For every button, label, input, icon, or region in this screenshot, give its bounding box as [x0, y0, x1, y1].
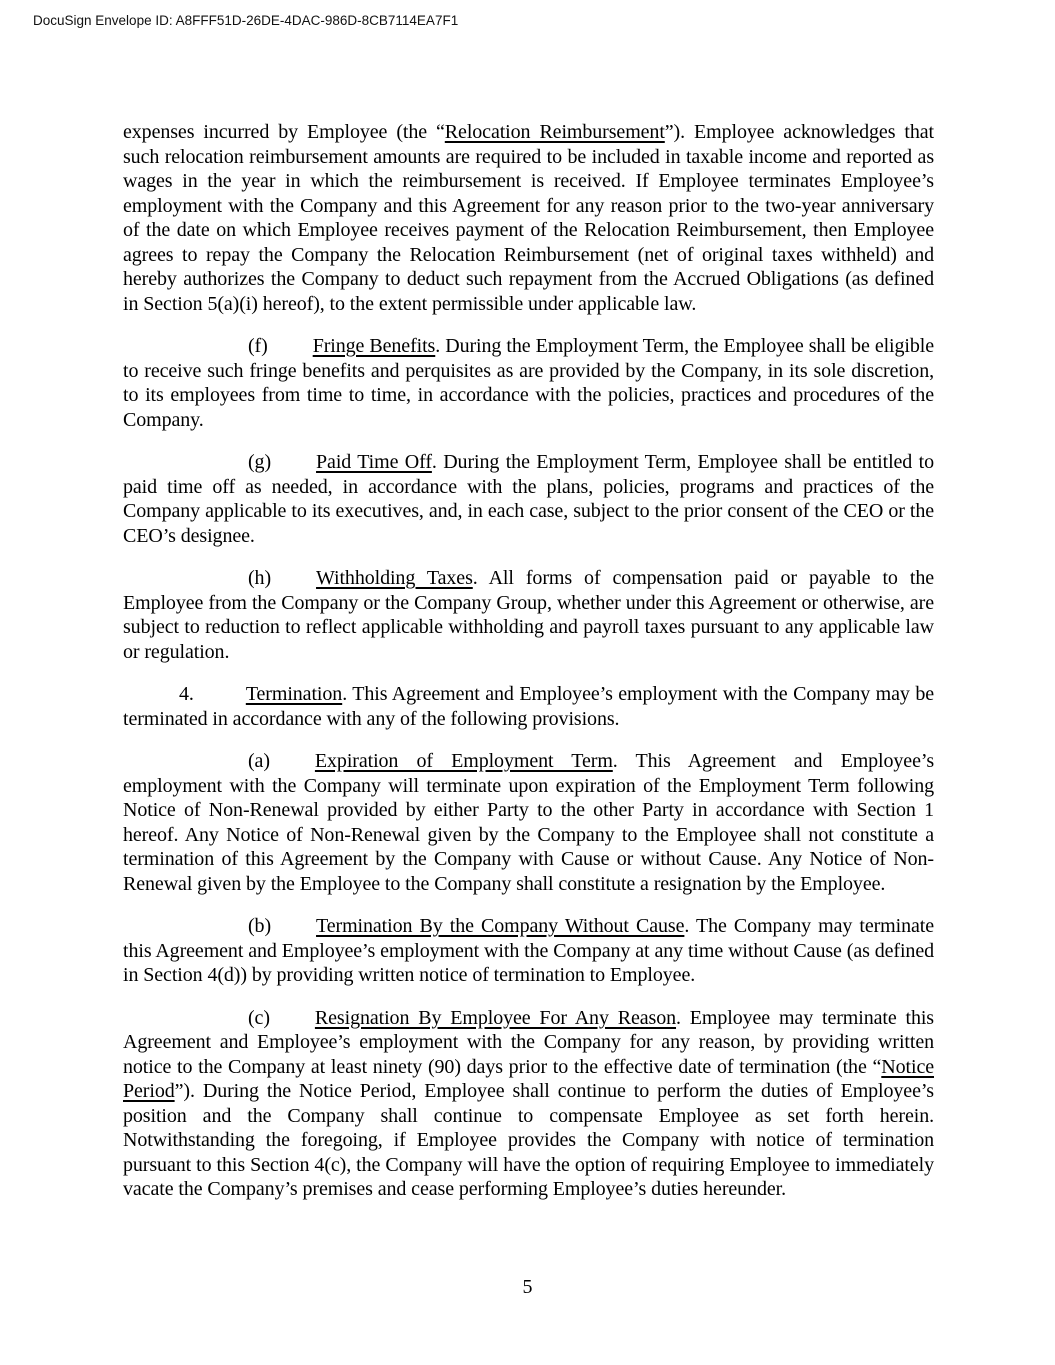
paragraph-c-resignation-by-employee	[123, 1006, 934, 1202]
paragraph-relocation-reimbursement	[123, 120, 934, 316]
section-heading: Expiration of Employment Term	[314, 750, 613, 772]
section-label: (f)	[248, 335, 268, 357]
paragraph-text: ”). During the Notice Period, Employee shall continue to perform the duties of Employee’s position and the Company shall continue to compensate Employee as set forth herein. Notwithstanding the foregoing, if Employee provides the Company with notice of termination pursuant to this Section 4(c), the Company will have the option of requiring Employee to immediately vacate the Company’s premises and cease performing Employee’s duties hereunder.	[123, 1080, 934, 1200]
paragraph-text: . During the Employment Term, the Employee shall be eligible to receive such fringe benefits and perquisites as are provided by the Company, in its sole discretion, to its employees from time to time, in accordance with the policies, practices and procedures of the Company.	[123, 335, 934, 431]
section-heading: Paid Time Off	[316, 451, 432, 473]
section-heading: Resignation By Employee For Any Reason	[314, 1006, 677, 1029]
paragraph-4-termination	[123, 682, 934, 731]
paragraph-text: . This Agreement and Employee’s employment with the Company may be terminated in accordance with any of the following provisions.	[123, 683, 934, 730]
section-label: (b)	[248, 915, 272, 937]
defined-term-notice-period: Notice Period	[123, 1055, 934, 1102]
paragraph-text: . Employee may terminate this Agreement and Employee’s employment with the Company for any reason, by providing written notice to the Company at least ninety (90) days prior to the effective date of termination (the “	[123, 1006, 934, 1078]
page-number: 5	[522, 1276, 533, 1298]
paragraph-text: . During the Employment Term, Employee shall be entitled to paid time off as needed, in accordance with the plans, policies, programs and practices of the Company applicable to its executives, and, in each case, subject to the prior consent of the CEO or the CEO’s designee.	[123, 451, 934, 547]
defined-term-relocation-reimbursement: Relocation Reimbursement	[444, 121, 665, 143]
docusign-envelope-id: DocuSign Envelope ID: A8FFF51D-26DE-4DAC-986D-8CB7114EA7F1	[33, 13, 459, 28]
section-label: (c)	[248, 1006, 270, 1029]
paragraph-g-paid-time-off	[123, 450, 934, 548]
section-heading: Fringe Benefits	[312, 335, 436, 357]
paragraph-text: . The Company may terminate this Agreement and Employee’s employment with the Company at any time without Cause (as defined in Section 4(d)) by providing written notice of termination to Employee.	[123, 915, 934, 986]
paragraph-b-termination-without-cause	[123, 914, 934, 988]
section-label: (a)	[248, 750, 270, 772]
paragraph-text: ”). Employee acknowledges that such relocation reimbursement amounts are required to be included in taxable income and reported as wages in the year in which the reimbursement is received. If Employee terminates Employee’s employment with the Company and this Agreement for any reason prior to the two-year anniversary of the date on which Employee receives payment of the Relocation Reimbursement, then Employee agrees to repay the Company the Relocation Reimbursement (net of original taxes withheld) and hereby authorizes the Company to deduct such repayment from the Accrued Obligations (as defined in Section 5(a)(i) hereof), to the extent permissible under applicable law.	[123, 121, 934, 315]
paragraph-a-expiration-of-employment-term	[123, 749, 934, 896]
section-label: (h)	[248, 567, 272, 589]
section-label: (g)	[248, 451, 272, 473]
paragraph-text: expenses incurred by Employee (the “	[123, 121, 445, 143]
section-heading: Termination	[245, 683, 343, 705]
section-heading: Termination By the Company Without Cause	[316, 915, 685, 937]
paragraph-text: . All forms of compensation paid or payable to the Employee from the Company or the Company Group, whether under this Agreement or otherwise, are subject to reduction to reflect applicable withholding and payroll taxes pursuant to any applicable law or regulation.	[123, 567, 934, 663]
section-heading: Withholding Taxes	[316, 567, 473, 589]
paragraph-text: . This Agreement and Employee’s employment with the Company will terminate upon expiration of the Employment Term following Notice of Non-Renewal provided by either Party to the other Party in accordance with Section 1 hereof. Any Notice of Non-Renewal given by the Company to the Employee shall not constitute a termination of this Agreement by the Company with Cause or without Cause. Any Notice of Non-Renewal given by the Employee to the Company shall constitute a resignation by the Employee.	[123, 750, 935, 895]
paragraph-f-fringe-benefits	[123, 334, 934, 432]
paragraph-h-withholding-taxes	[123, 566, 934, 664]
section-label: 4.	[179, 683, 194, 705]
document-body	[123, 120, 934, 1220]
